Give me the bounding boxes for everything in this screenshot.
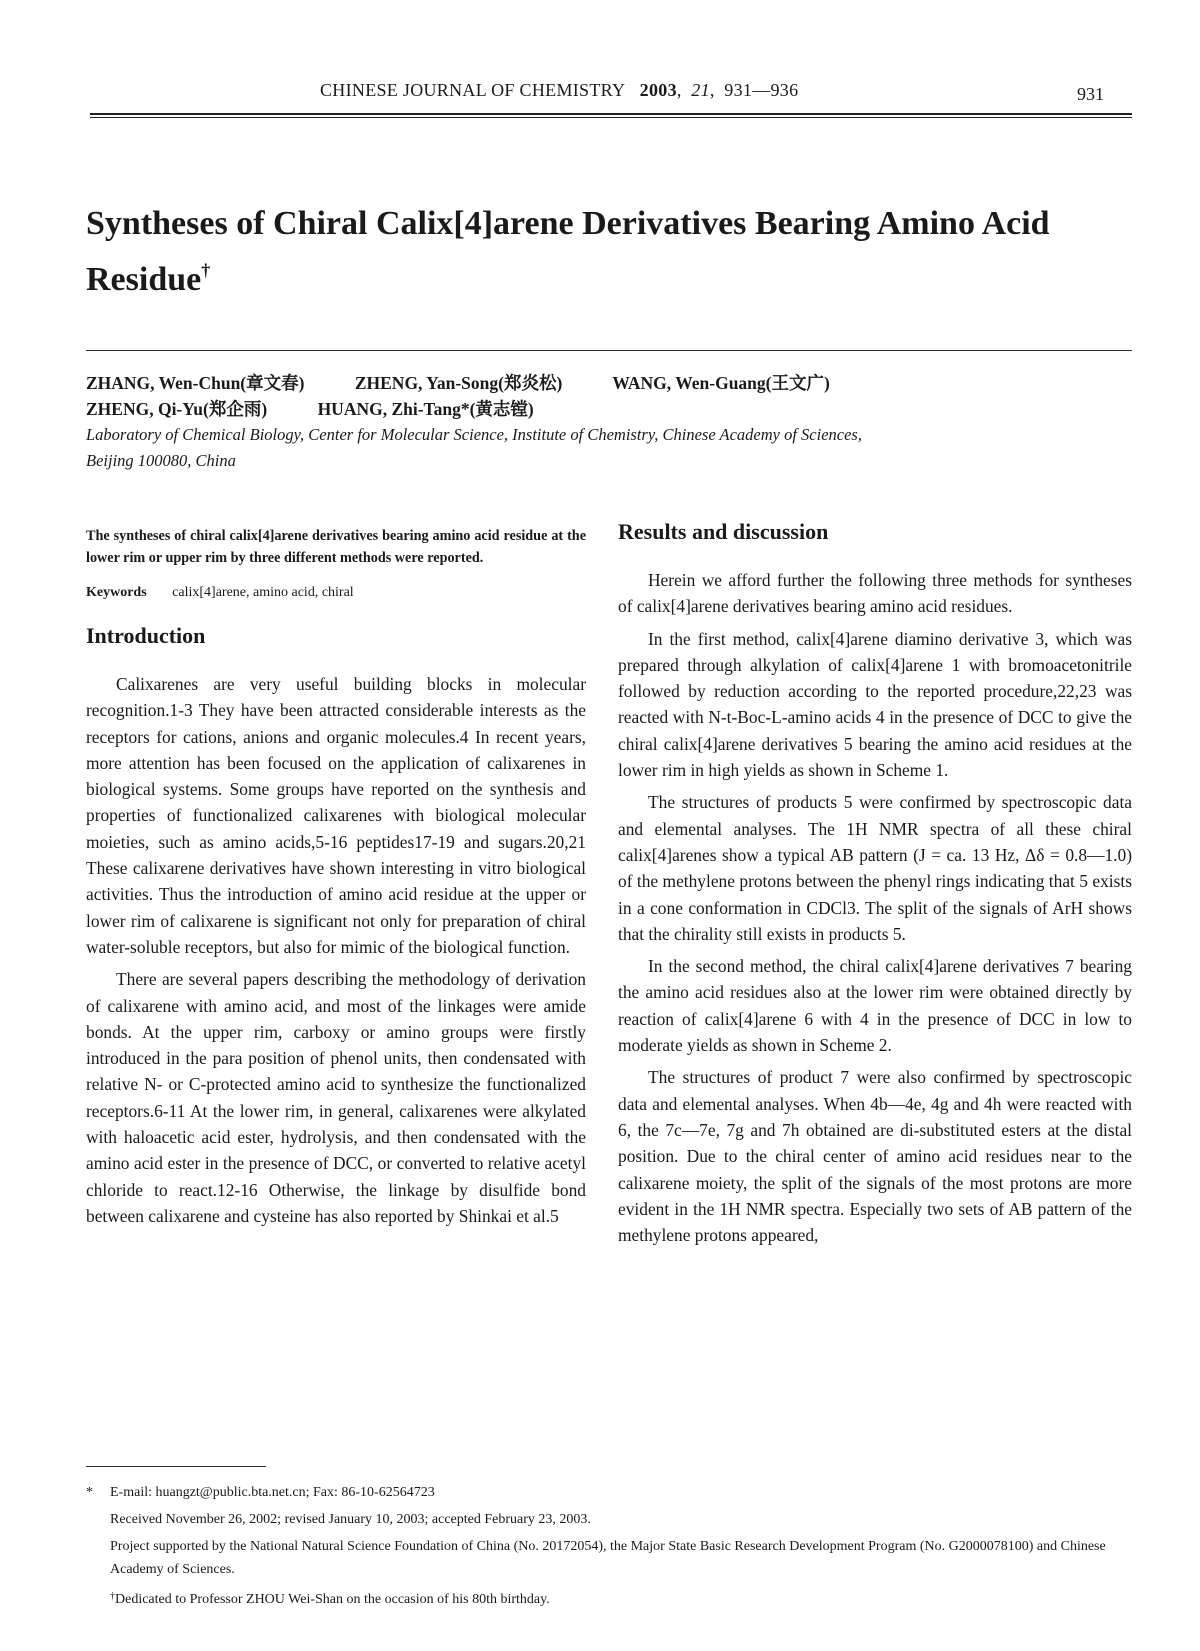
author-zhang-wen-chun: ZHANG, Wen-Chun(章文春) — [86, 373, 305, 393]
keywords-text: calix[4]arene, amino acid, chiral — [172, 585, 354, 600]
journal-citation: CHINESE JOURNAL OF CHEMISTRY 2003, 21, 931—936 — [320, 80, 799, 100]
results-paragraph-2: In the first method, calix[4]arene diamino derivative 3, which was prepared through alkylation of calix[4]arene 1 with bromoacetonitrile followed by reduction according to the reported procedure,22,23 was reacted with N-t-Boc-L-amino acids 4 in the presence of DCC to give the chiral calix[4]arene derivatives 5 bearing the amino acid residues at the lower rim in high yields as shown in Scheme 1. — [618, 628, 1132, 781]
journal-year: 2003 — [639, 80, 677, 100]
article-title — [86, 200, 1146, 303]
footnote-rule — [86, 1466, 266, 1467]
author-row-1 — [86, 370, 1136, 396]
footnotes — [86, 1481, 1136, 1615]
intro-paragraph-1: Calixarenes are very useful building blocks in molecular recognition.1-3 They have been attracted considerable interests as the receptors for cations, anions and organic molecules.4 In recent years, more attention has been focused on the application of calixarenes in biological systems. Some groups have reported on the synthesis and properties of functionalized calixarenes with biological molecular moieties, such as amino acids,5-16 peptides17-19 and sugars.20,21 These calixarene derivatives have shown interesting in vitro biological activities. Thus the introduction of amino acid residue at the upper or lower rim of calixarene is significant not only for preparation of chiral water-soluble receptors, but also for mimic of the biological function. — [86, 674, 586, 957]
results-body — [618, 567, 1132, 1248]
article-title-text: Syntheses of Chiral Calix[4]arene Derivatives Bearing Amino Acid Residue — [86, 205, 1050, 298]
results-paragraph-1: Herein we afford further the following three methods for syntheses of calix[4]arene derivatives bearing amino acid residues. — [618, 570, 1132, 617]
running-head — [90, 80, 1110, 104]
keywords-label: Keywords — [86, 585, 147, 600]
author-row-2 — [86, 396, 1136, 422]
affiliation-line-1: Laboratory of Chemical Biology, Center for Molecular Science, Institute of Chemistry, Chinese Academy of Sciences, — [86, 425, 862, 444]
author-huang-zhi-tang: HUANG, Zhi-Tang*(黄志镗) — [317, 399, 534, 419]
title-dagger: † — [201, 260, 211, 280]
results-paragraph-3: The structures of products 5 were confirmed by spectroscopic data and elemental analyses. The 1H NMR spectra of all these chiral calix[4]arenes show a typical AB pattern (J = ca. 13 Hz, Δδ = 0.8—1.0) of the methylene protons between the phenyl rings indicating that 5 exists in a cone conformation in CDCl3. The split of the signals of ArH shows that the chirality still exists in products 5. — [618, 792, 1132, 944]
journal-volume: 21 — [691, 80, 710, 100]
author-zheng-yan-song: ZHENG, Yan-Song(郑炎松) — [354, 373, 563, 393]
footnote-dedication — [110, 1585, 1136, 1611]
footnote-contact-text: E-mail: huangzt@public.bta.net.cn; Fax: 86-10-62564723 — [110, 1485, 435, 1500]
journal-pages: 931—936 — [724, 80, 799, 100]
page-number: 931 — [1077, 84, 1104, 104]
intro-paragraph-2: There are several papers describing the methodology of derivation of calixarene with amino acid, and most of the linkages were amide bonds. At the upper rim, carboxy or amino groups were firstly introduced in the para position of phenol units, then condensated with relative N- or C-protected amino acid to synthesize the functionalized receptors.6-11 At the lower rim, in general, calixarenes were alkylated with haloacetic acid ester, hydrolysis, and then condensated with the amino acid ester in the presence of DCC, or converted to relative acetyl chloride to react.12-16 Otherwise, the linkage by disulfide bond between calixarene and cysteine has also reported by Shinkai et al.5 — [86, 969, 586, 1226]
corresponding-asterisk: * — [86, 1485, 93, 1500]
title-rule — [86, 350, 1132, 351]
footnote-support: Project supported by the National Natural Science Foundation of China (No. 20172054), the Major State Basic Research Development Program (No. G2000078100) and Chinese Academy of Sciences. — [110, 1539, 1106, 1577]
header-rule — [90, 113, 1132, 118]
author-wang-wen-guang: WANG, Wen-Guang(王文广) — [612, 373, 830, 393]
affiliation-line-2: Beijing 100080, China — [86, 451, 236, 470]
left-column — [86, 525, 586, 1229]
footnote-dedication-text: Dedicated to Professor ZHOU Wei-Shan on the occasion of his 80th birthday. — [115, 1592, 550, 1607]
right-column — [618, 519, 1132, 1248]
abstract: The syntheses of chiral calix[4]arene derivatives bearing amino acid residue at the lower rim or upper rim by three different methods were reported. — [86, 528, 586, 566]
keywords — [86, 585, 586, 601]
results-paragraph-5: The structures of product 7 were also confirmed by spectroscopic data and elemental analyses. When 4b—4e, 4g and 4h were reacted with 6, the 7c—7e, 7g and 7h obtained are di-substituted esters at the distal position. Due to the chiral center of amino acid residues near to the calixarene moiety, the split of the signals of the most protons are more evident in the 1H NMR spectra. Especially two sets of AB pattern of the methylene protons appeared, — [618, 1067, 1132, 1246]
dedication-dagger: † — [110, 1591, 115, 1602]
introduction-heading: Introduction — [86, 623, 206, 648]
results-heading: Results and discussion — [618, 519, 829, 544]
journal-name: CHINESE JOURNAL OF CHEMISTRY — [320, 80, 626, 100]
footnote-received: Received November 26, 2002; revised January 10, 2003; accepted February 23, 2003. — [110, 1512, 591, 1527]
author-zheng-qi-yu: ZHENG, Qi-Yu(郑企雨) — [86, 399, 268, 419]
author-block — [86, 370, 1136, 474]
footnote-contact — [86, 1481, 1136, 1504]
introduction-body — [86, 671, 586, 1229]
results-paragraph-4: In the second method, the chiral calix[4]arene derivatives 7 bearing the amino acid residues also at the lower rim were obtained directly by reaction of calix[4]arene 6 with 4 in the presence of DCC in low to moderate yields as shown in Scheme 2. — [618, 956, 1132, 1056]
